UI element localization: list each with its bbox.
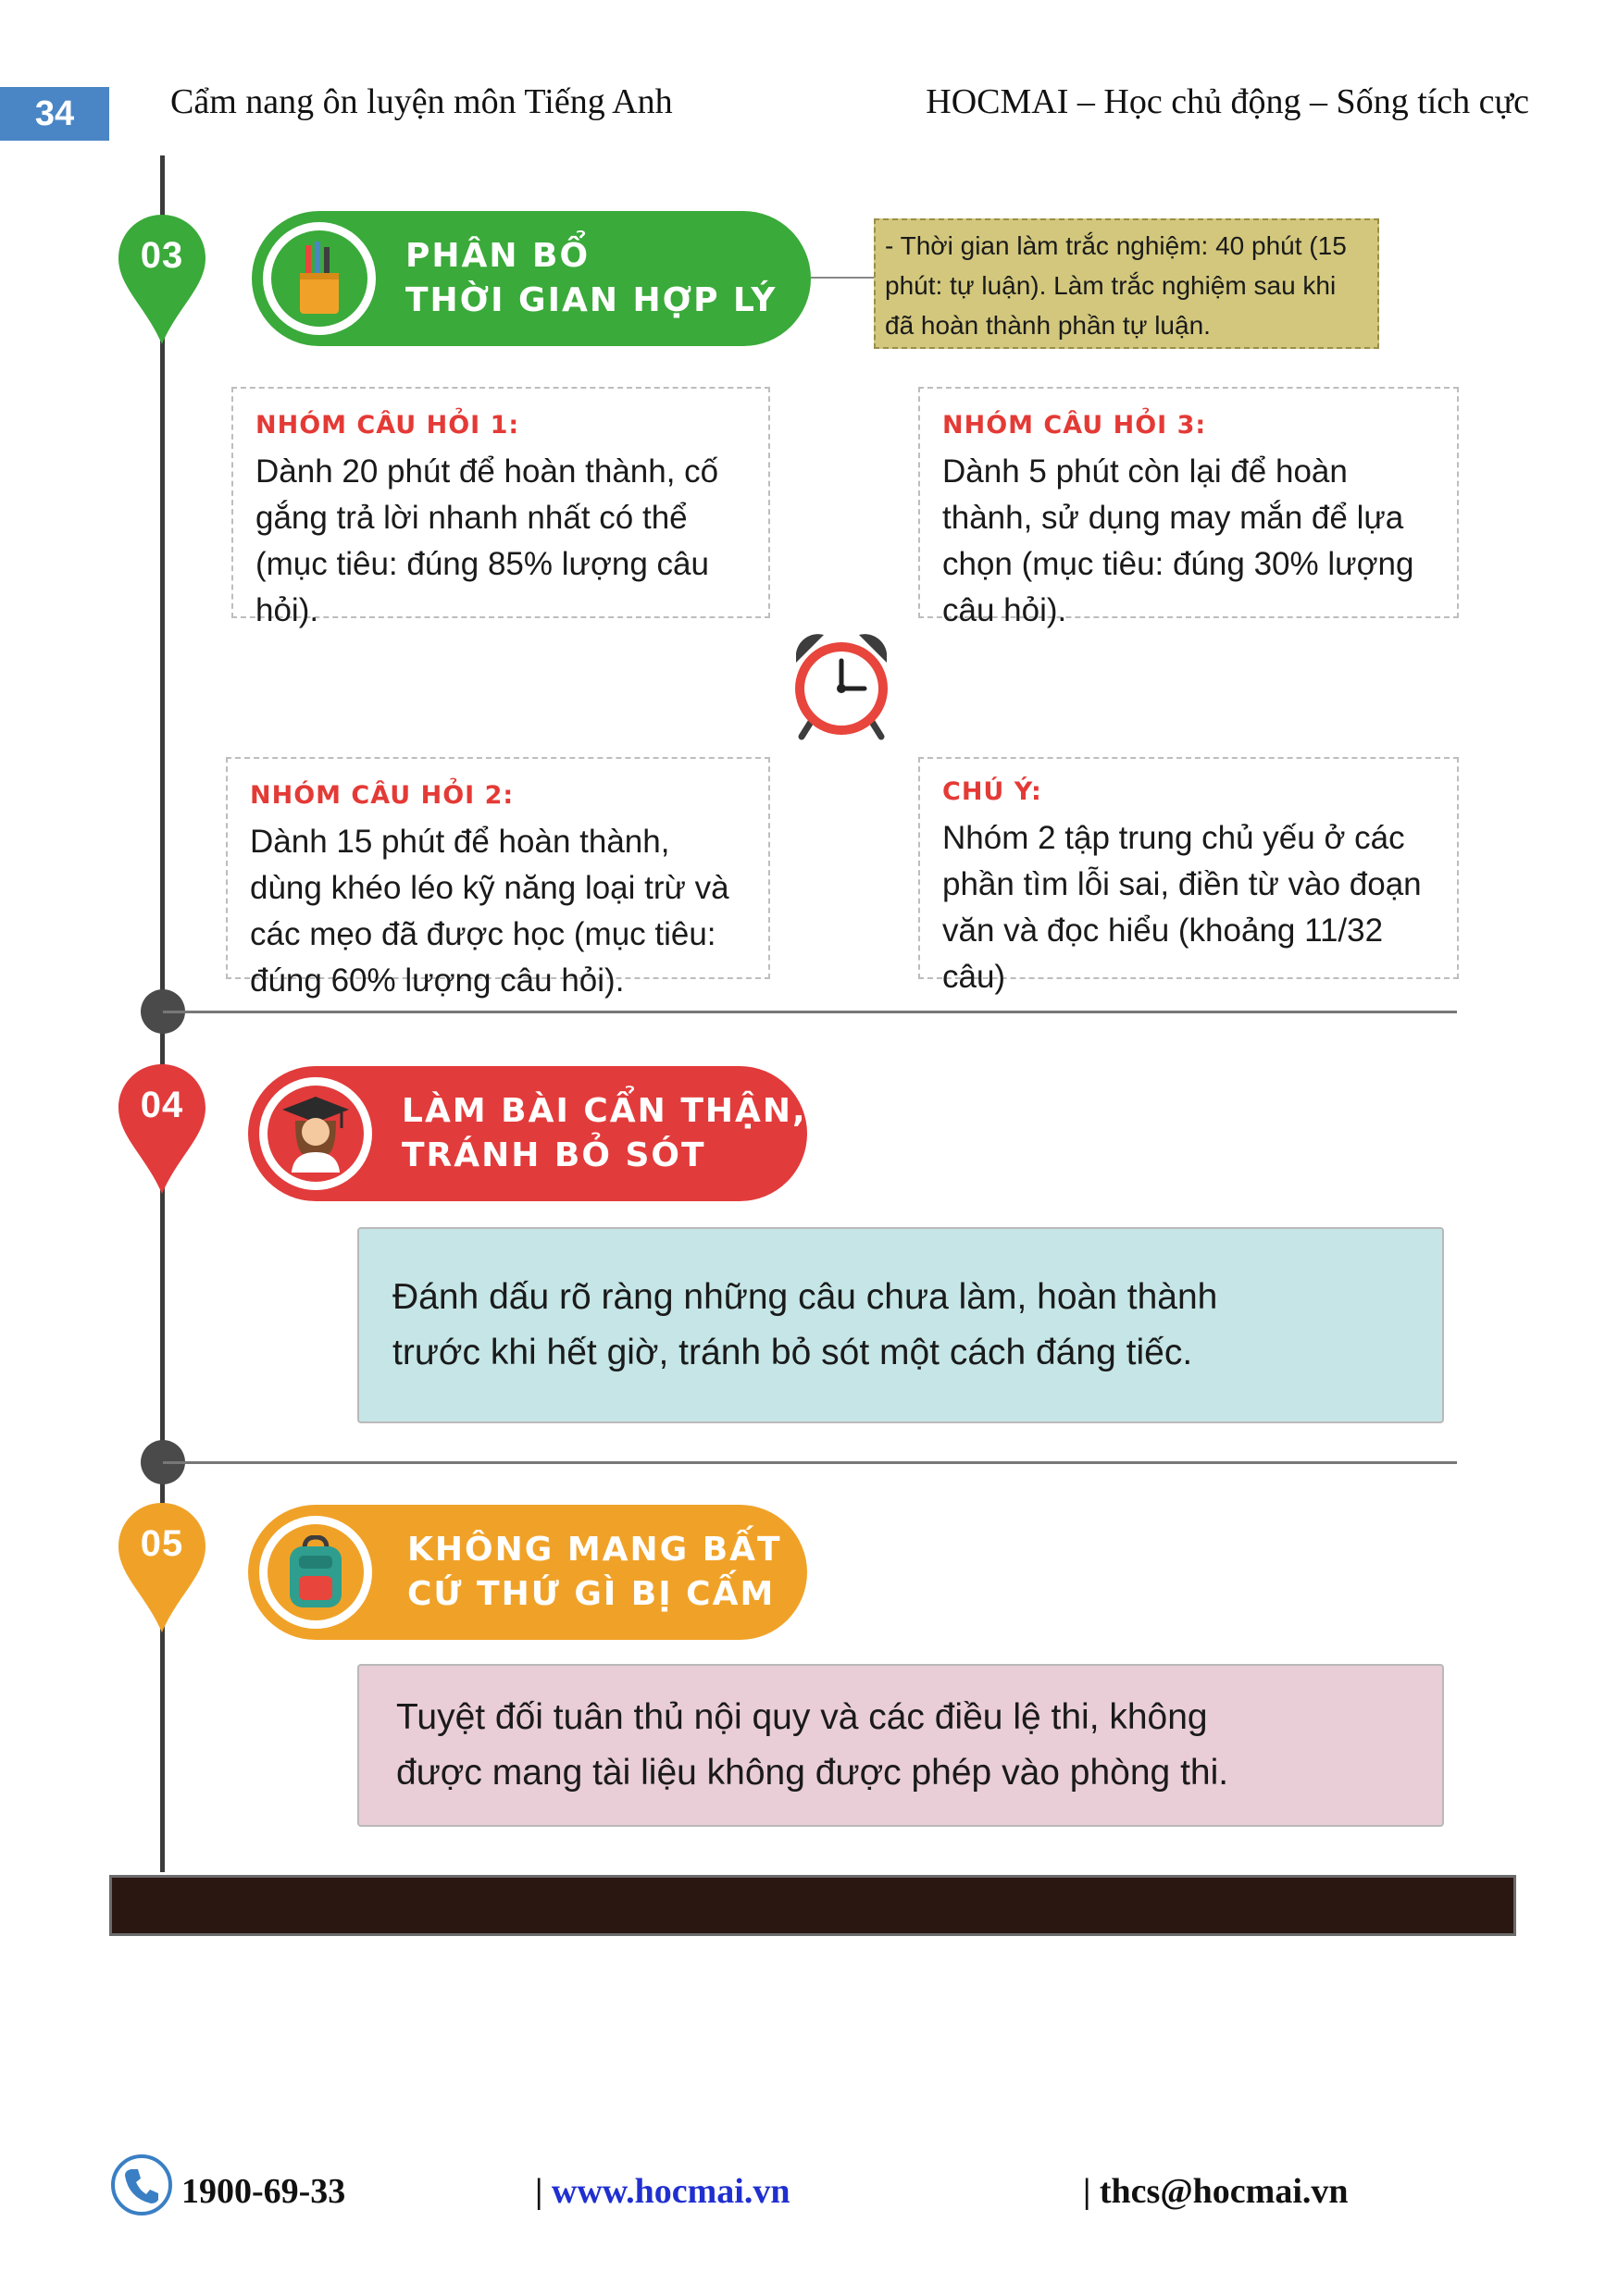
section-4-title-line2: TRÁNH BỎ SÓT: [402, 1136, 706, 1174]
group-1-box: [231, 387, 770, 628]
section-5-title-line1: KHÔNG MANG BẤT: [407, 1531, 782, 1569]
group-2-box: [226, 757, 770, 999]
section-divider: [163, 1011, 1457, 1013]
footer-phone: 1900-69-33: [181, 2172, 346, 2211]
alarm-clock-icon: [783, 626, 900, 747]
time-note: - Thời gian làm trắc nghiệm: 40 phút (15 phút: tự luận). Làm trắc nghiệm sau khi đã hoàn thành phần tự luận.: [874, 218, 1379, 349]
section-4-marker: 04: [118, 1064, 205, 1194]
section-4-banner: [248, 1066, 807, 1201]
pencil-cup-icon: [287, 242, 352, 316]
group-2-label: NHÓM CÂU HỎI 2:: [250, 781, 515, 810]
group-2-text: Dành 15 phút để hoàn thành, dùng khéo léo kỹ năng loại trừ và các mẹo đã được học (mục tiêu: đúng 60% lượng câu hỏi).: [250, 824, 729, 999]
note-box: [918, 757, 1459, 995]
section-5-marker: 05: [118, 1503, 205, 1632]
section-5-text: Tuyệt đối tuân thủ nội quy và các điều lệ thi, không được mang tài liệu không được phép vào phòng thi.: [396, 1697, 1229, 1793]
footer-website[interactable]: www.hocmai.vn: [551, 2172, 790, 2211]
backpack-icon: [280, 1535, 351, 1609]
footer-email-wrap: | thcs@hocmai.vn: [1083, 2172, 1349, 2211]
section-3-title-line1: PHÂN BỔ: [405, 237, 591, 275]
section-5-title-line2: CỨ THỨ GÌ BỊ CẤM: [407, 1575, 776, 1613]
section-3-banner: [252, 211, 811, 346]
group-3-box: [918, 387, 1459, 628]
group-3-label: NHÓM CÂU HỎI 3:: [942, 411, 1207, 440]
section-divider: [163, 1461, 1457, 1464]
group-3-text: Dành 5 phút còn lại để hoàn thành, sử dụng may mắn để lựa chọn (mục tiêu: đúng 30% lượng câu hỏi).: [942, 453, 1414, 628]
header-title-right: HOCMAI – Học chủ động – Sống tích cực: [926, 82, 1529, 121]
note-text: Nhóm 2 tập trung chủ yếu ở các phần tìm lỗi sai, điền từ vào đoạn văn và đọc hiểu (khoảng 11/32 câu): [942, 820, 1422, 995]
phone-icon: [109, 2153, 174, 2222]
section-4-text-box: [357, 1227, 1444, 1423]
page-number: 34: [0, 87, 109, 141]
connector-line: [811, 277, 874, 279]
section-4-text: Đánh dấu rõ ràng những câu chưa làm, hoàn thành trước khi hết giờ, tránh bỏ sót một cách đáng tiếc.: [392, 1277, 1218, 1372]
section-5-text-box: [357, 1664, 1444, 1827]
footer-website-wrap: | www.hocmai.vn: [535, 2172, 790, 2211]
section-4-title-line1: LÀM BÀI CẨN THẬN,: [402, 1092, 807, 1130]
section-3-title-line2: THỜI GIAN HỢP LÝ: [405, 281, 778, 319]
section-5-banner: [248, 1505, 807, 1640]
note-label: CHÚ Ý:: [942, 777, 1042, 806]
section-3-marker: 03: [118, 215, 205, 344]
group-1-text: Dành 20 phút để hoàn thành, cố gắng trả lời nhanh nhất có thể (mục tiêu: đúng 85% lượng câu hỏi).: [255, 453, 719, 628]
graduate-student-icon: [280, 1095, 351, 1173]
footer-email[interactable]: thcs@hocmai.vn: [1099, 2172, 1349, 2211]
header-title-left: Cẩm nang ôn luyện môn Tiếng Anh: [170, 82, 673, 121]
footer-bar: [109, 1875, 1516, 1936]
group-1-label: NHÓM CÂU HỎI 1:: [255, 411, 520, 440]
